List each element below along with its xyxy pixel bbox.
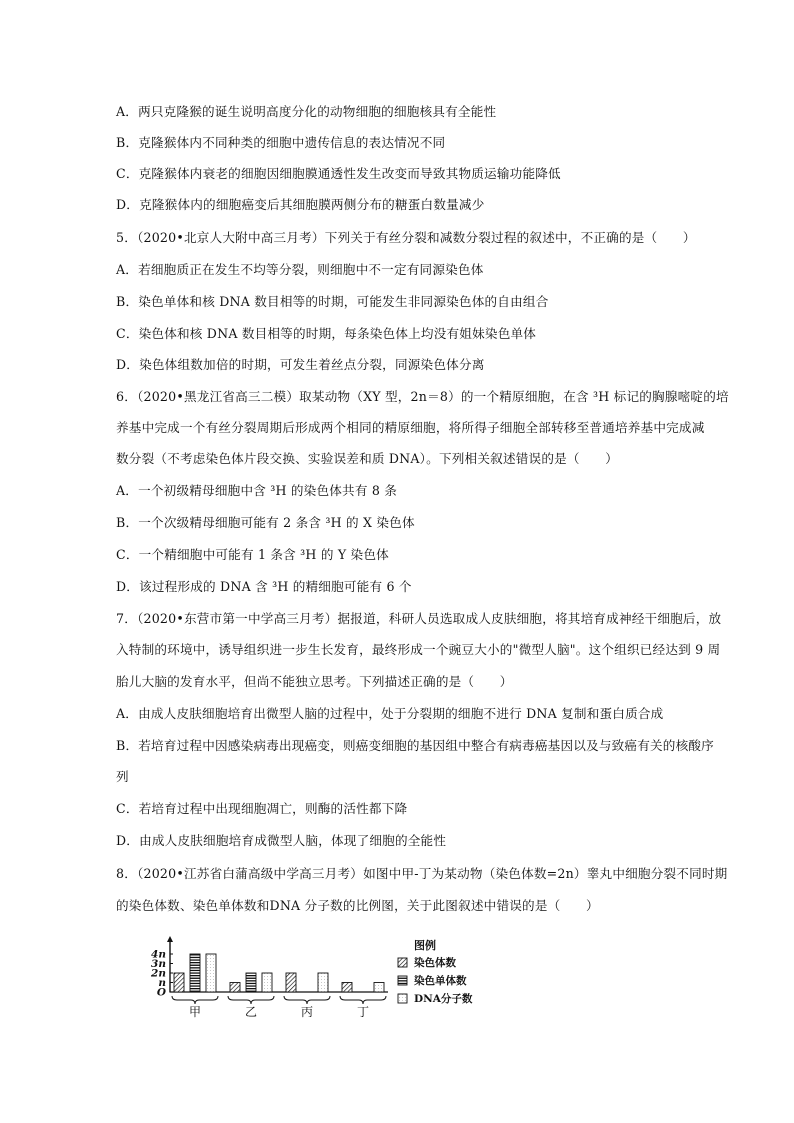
text-line: B．克隆猴体内不同种类的细胞中遗传信息的表达情况不同 bbox=[116, 135, 446, 150]
text-line: 5．（2020•北京人大附中高三月考）下列关于有丝分裂和减数分裂过程的叙述中，不正确的是（ ） bbox=[116, 230, 696, 245]
text-line: B．一个次级精母细胞可能有 2 条含 ³H 的 X 染色体 bbox=[116, 515, 415, 530]
category-label: 乙 bbox=[244, 1005, 258, 1019]
bar-dna bbox=[206, 954, 216, 992]
legend-label: DNA分子数 bbox=[414, 993, 473, 1005]
text-line: 的染色体数、染色单体数和DNA 分子数的比例图，关于此图叙述中错误的是（ ） bbox=[116, 898, 599, 913]
text-line: 养基中完成一个有丝分裂周期后形成两个相同的精原细胞，将所得子细胞全部转移至普通培养基中完成减 bbox=[116, 420, 705, 435]
legend-swatch bbox=[398, 958, 407, 967]
y-tick-label: n bbox=[158, 977, 166, 989]
text-line: A．两只克隆猴的诞生说明高度分化的动物细胞的细胞核具有全能性 bbox=[116, 104, 497, 119]
bar-chart bbox=[140, 936, 500, 1022]
y-tick-label: 2n bbox=[151, 967, 166, 980]
bar-chromosome bbox=[174, 973, 184, 992]
bar-chromatid bbox=[246, 973, 256, 992]
group-brace bbox=[228, 996, 274, 1004]
category-label: 丁 bbox=[356, 1005, 370, 1019]
y-tick-label: 3n bbox=[151, 958, 166, 970]
y-axis-arrow-icon bbox=[167, 936, 173, 942]
y-tick-label: 4n bbox=[151, 948, 166, 961]
text-line: 数分裂（不考虑染色体片段交换、实验误差和质 DNA）。下列相关叙述错误的是（ ） bbox=[116, 451, 619, 466]
text-line: A．一个初级精母细胞中含 ³H 的染色体共有 8 条 bbox=[116, 483, 398, 498]
text-line: A．若细胞质正在发生不均等分裂，则细胞中不一定有同源染色体 bbox=[116, 262, 484, 277]
legend-title: 图例 bbox=[414, 939, 436, 952]
text-line: C．若培育过程中出现细胞凋亡，则酶的活性都下降 bbox=[116, 801, 408, 816]
group-brace bbox=[340, 996, 386, 1004]
text-line: 6．（2020•黑龙江省高三二模）取某动物（XY 型，2n＝8）的一个精原细胞，在含 ³H 标记的胸腺嘧啶的培 bbox=[116, 389, 729, 404]
legend-label: 染色体数 bbox=[414, 957, 456, 969]
text-line: 入特制的环境中，诱导组织进一步生长发育，最终形成一个豌豆大小的"微型人脑"。这个组织已经达到 9 周 bbox=[116, 642, 721, 657]
bar-chromosome bbox=[342, 983, 352, 993]
text-line: 列 bbox=[116, 769, 129, 784]
group-brace bbox=[172, 996, 218, 1004]
bar-chromosome bbox=[286, 973, 296, 992]
bar-dna bbox=[374, 983, 384, 993]
category-label: 丙 bbox=[300, 1005, 314, 1019]
bar-dna bbox=[262, 973, 272, 992]
text-line: 7．（2020•东营市第一中学高三月考）据报道，科研人员选取成人皮肤细胞，将其培育成神经干细胞后，放 bbox=[116, 611, 722, 626]
text-line: B．若培育过程中因感染病毒出现癌变，则癌变细胞的基因组中整合有病毒癌基因以及与致癌有关的核酸序 bbox=[116, 738, 714, 753]
text-line: 8．（2020•江苏省白蒲高级中学高三月考）如图中甲-丁为某动物（染色体数=2n）睾丸中细胞分裂不同时期 bbox=[116, 866, 728, 881]
legend-swatch bbox=[398, 994, 407, 1003]
text-line: D．该过程形成的 DNA 含 ³H 的精细胞可能有 6 个 bbox=[116, 579, 412, 594]
text-line: 胎儿大脑的发育水平，但尚不能独立思考。下列描述正确的是（ ） bbox=[116, 674, 513, 689]
text-line: D．由成人皮肤细胞培育成微型人脑，体现了细胞的全能性 bbox=[116, 833, 447, 848]
bar-chromosome bbox=[230, 983, 240, 993]
bar-chromatid bbox=[190, 954, 200, 992]
text-line: D．克隆猴体内的细胞癌变后其细胞膜两侧分布的糖蛋白数量减少 bbox=[116, 197, 485, 212]
text-line: C．克隆猴体内衰老的细胞因细胞膜通透性发生改变而导致其物质运输功能降低 bbox=[116, 166, 561, 181]
text-line: C．染色体和核 DNA 数目相等的时期，每条染色体上均没有姐妹染色单体 bbox=[116, 326, 537, 341]
text-line: C．一个精细胞中可能有 1 条含 ³H 的 Y 染色体 bbox=[116, 547, 389, 562]
text-line: D．染色体组数加倍的时期，可发生着丝点分裂，同源染色体分离 bbox=[116, 357, 485, 372]
category-label: 甲 bbox=[188, 1005, 202, 1019]
text-line: B．染色单体和核 DNA 数目相等的时期，可能发生非同源染色体的自由组合 bbox=[116, 294, 549, 309]
legend-swatch bbox=[398, 976, 407, 985]
text-line: A．由成人皮肤细胞培育出微型人脑的过程中，处于分裂期的细胞不进行 DNA 复制和蛋白质合成 bbox=[116, 706, 664, 721]
legend-label: 染色单体数 bbox=[414, 975, 467, 987]
group-brace bbox=[284, 996, 330, 1004]
y-tick-label: O bbox=[156, 986, 166, 999]
bar-dna bbox=[318, 973, 328, 992]
